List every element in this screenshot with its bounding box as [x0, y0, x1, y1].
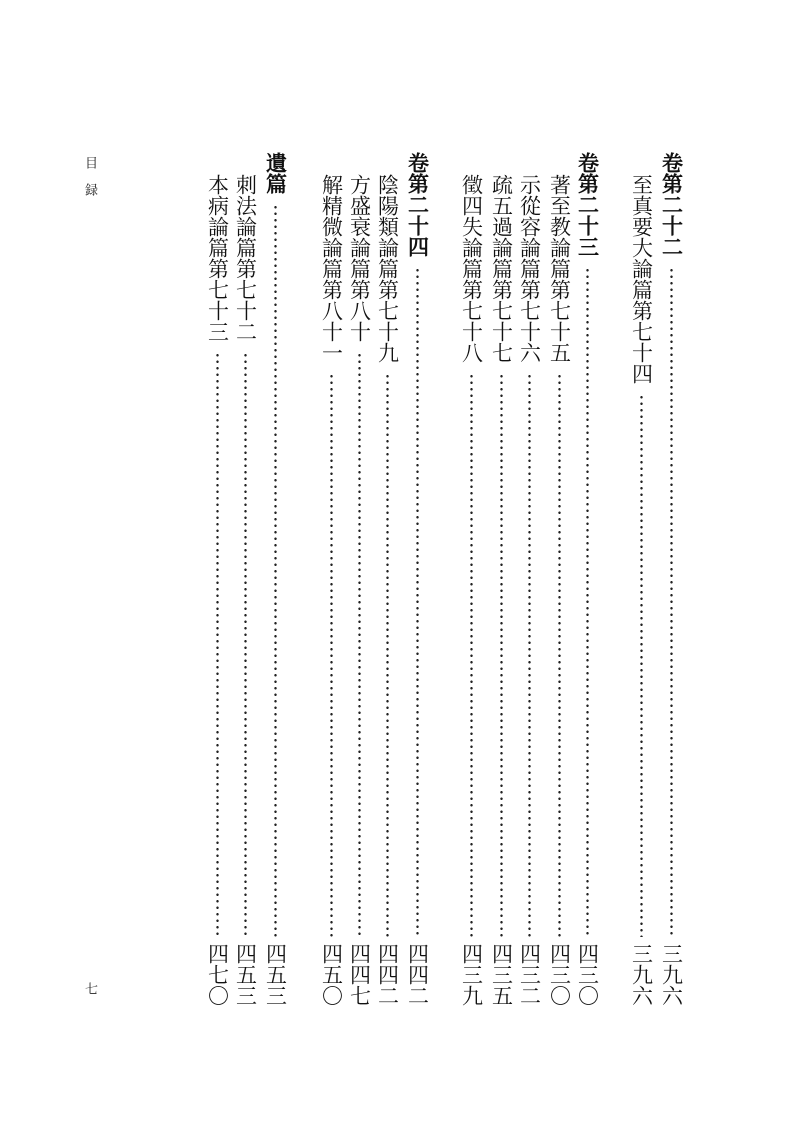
dot-leader: [244, 352, 247, 937]
toc-title: 方盛衰論篇第八十: [347, 174, 372, 342]
toc-page-number: 四五〇: [319, 943, 344, 1006]
dot-leader: [586, 267, 589, 937]
toc-title: 卷第二十三: [575, 152, 600, 257]
toc-entry-80: [344, 152, 374, 1006]
toc-entry-74: [626, 152, 656, 1006]
dot-leader: [470, 373, 473, 937]
toc-page-number: 四三九: [459, 943, 484, 1006]
toc-page-number: 四三〇: [575, 943, 600, 1006]
toc-page-number: 四三五: [489, 943, 514, 1006]
toc-entry-75: [544, 152, 574, 1006]
toc-entry-78: [456, 152, 486, 1006]
toc-page-number: 三九六: [629, 943, 654, 1006]
toc-page-number: 四三〇: [547, 943, 572, 1006]
toc-page-number: 三九六: [659, 943, 684, 1006]
toc-entry-76: [514, 152, 544, 1006]
toc-title: 至真要大論篇第七十四: [629, 174, 654, 384]
toc-title: 卷第二十二: [659, 152, 684, 257]
toc-title: 徵四失論篇第七十八: [459, 174, 484, 363]
toc-entry-vol23-heading: [572, 152, 602, 1006]
toc-title: 解精微論篇第八十一: [319, 174, 344, 363]
running-head: 目録: [82, 156, 97, 210]
toc-title: 陰陽類論篇第七十九: [375, 174, 400, 363]
toc-entry-vol22-heading: [656, 152, 686, 1006]
toc-page-number: 四七〇: [205, 943, 230, 1006]
page-folio: 七: [82, 982, 97, 1009]
toc-title: 刺法論篇第七十二: [233, 174, 258, 342]
toc-entry-yipian-heading: [260, 152, 290, 1006]
toc-page-number: 四五三: [263, 943, 288, 1006]
toc-entry-vol24-heading: [402, 152, 432, 1006]
dot-leader: [274, 204, 277, 937]
dot-leader: [416, 267, 419, 937]
dot-leader: [640, 394, 643, 937]
toc-page-number: 四五三: [233, 943, 258, 1006]
dot-leader: [358, 352, 361, 937]
toc-title: 著至教論篇第七十五: [547, 174, 572, 363]
toc-page-number: 四三二: [517, 943, 542, 1006]
toc-entry-77: [486, 152, 516, 1006]
toc-title: 本病論篇第七十三: [205, 174, 230, 342]
toc-page-number: 四四二: [405, 943, 430, 1006]
toc-page-number: 四四二: [375, 943, 400, 1006]
dot-leader: [670, 267, 673, 937]
toc-entry-72: [230, 152, 260, 1006]
toc-entry-73: [202, 152, 232, 1006]
dot-leader: [330, 373, 333, 937]
toc-page-number: 四四七: [347, 943, 372, 1006]
dot-leader: [500, 373, 503, 937]
toc-title: 示從容論篇第七十六: [517, 174, 542, 363]
dot-leader: [216, 352, 219, 937]
toc-entry-79: [372, 152, 402, 1006]
toc-title: 卷第二十四: [405, 152, 430, 257]
dot-leader: [528, 373, 531, 937]
toc-title: 疏五過論篇第七十七: [489, 174, 514, 363]
toc-entry-81: [316, 152, 346, 1006]
dot-leader: [386, 373, 389, 937]
dot-leader: [558, 373, 561, 937]
toc-title: 遺篇: [263, 152, 288, 194]
